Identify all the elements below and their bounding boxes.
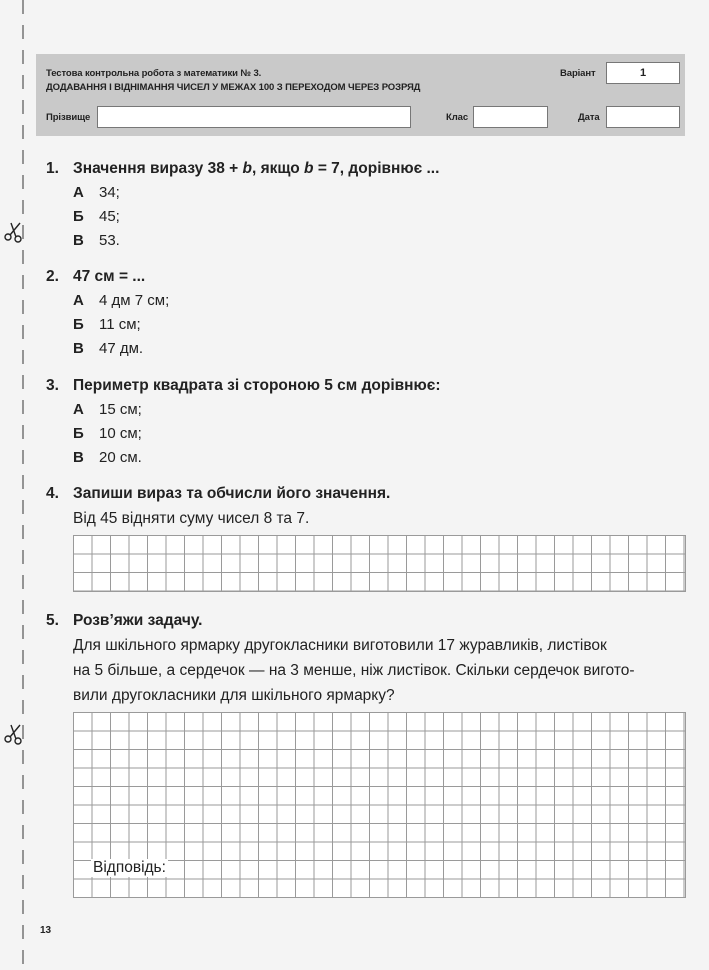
option-text: 10 см; xyxy=(99,425,142,442)
option-letter: Б xyxy=(73,208,84,225)
question-4-text: Запиши вираз та обчисли його значення. xyxy=(73,485,391,502)
question-4-number: 4. xyxy=(46,485,59,502)
option-letter: В xyxy=(73,340,84,357)
question-5-body-line: вили другокласники для шкільного ярмарку? xyxy=(73,687,395,704)
question-5-number: 5. xyxy=(46,612,59,629)
question-5-body-line: на 5 більше, а сердечок — на 3 менше, ніж листівок. Скільки сердечок вигото- xyxy=(73,662,635,679)
header-title: Тестова контрольна робота з математики № 3. xyxy=(46,68,262,79)
question-2-number: 2. xyxy=(46,268,59,285)
question-3-text: Периметр квадрата зі стороною 5 см дорівнює: xyxy=(73,377,441,394)
option-letter: В xyxy=(73,232,84,249)
surname-label: Прізвище xyxy=(46,112,91,123)
scissors-icon xyxy=(2,722,26,746)
option-text: 11 см; xyxy=(99,316,141,333)
scissors-icon xyxy=(2,220,26,244)
date-field[interactable] xyxy=(606,106,680,128)
option-letter: Б xyxy=(73,425,84,442)
question-1-number: 1. xyxy=(46,160,59,177)
option-letter: Б xyxy=(73,316,84,333)
option-text: 47 дм. xyxy=(99,340,144,357)
class-label: Клас xyxy=(446,112,469,123)
variant-field[interactable]: 1 xyxy=(606,62,680,84)
question-1-text: Значення виразу 38 + b, якщо b = 7, дорівнює ... xyxy=(73,160,440,177)
page-number: 13 xyxy=(40,925,52,936)
variant-label: Варіант xyxy=(560,68,596,79)
answer-grid-4[interactable] xyxy=(73,535,686,592)
cut-line xyxy=(22,0,24,970)
option-text: 34; xyxy=(99,184,120,201)
question-2-text: 47 см = ... xyxy=(73,268,146,285)
option-text: 45; xyxy=(99,208,120,225)
option-letter: А xyxy=(73,292,84,309)
option-text: 15 см; xyxy=(99,401,142,418)
answer-label: Відповідь: xyxy=(93,859,166,876)
option-text: 4 дм 7 см; xyxy=(99,292,170,309)
option-letter: А xyxy=(73,184,84,201)
option-text: 20 см. xyxy=(99,449,142,466)
header-subtitle: ДОДАВАННЯ І ВІДНІМАННЯ ЧИСЕЛ У МЕЖАХ 100 З ПЕРЕХОДОМ ЧЕРЕЗ РОЗРЯД xyxy=(46,82,421,93)
option-letter: А xyxy=(73,401,84,418)
question-3-number: 3. xyxy=(46,377,59,394)
question-5-body-line: Для шкільного ярмарку другокласники виготовили 17 журавликів, листівок xyxy=(73,637,607,654)
option-text: 53. xyxy=(99,232,120,249)
option-letter: В xyxy=(73,449,84,466)
question-4-body: Від 45 відняти суму чисел 8 та 7. xyxy=(73,510,310,527)
question-5-text: Розв’яжи задачу. xyxy=(73,612,203,629)
surname-field[interactable] xyxy=(97,106,411,128)
class-field[interactable] xyxy=(473,106,548,128)
date-label: Дата xyxy=(578,112,600,123)
